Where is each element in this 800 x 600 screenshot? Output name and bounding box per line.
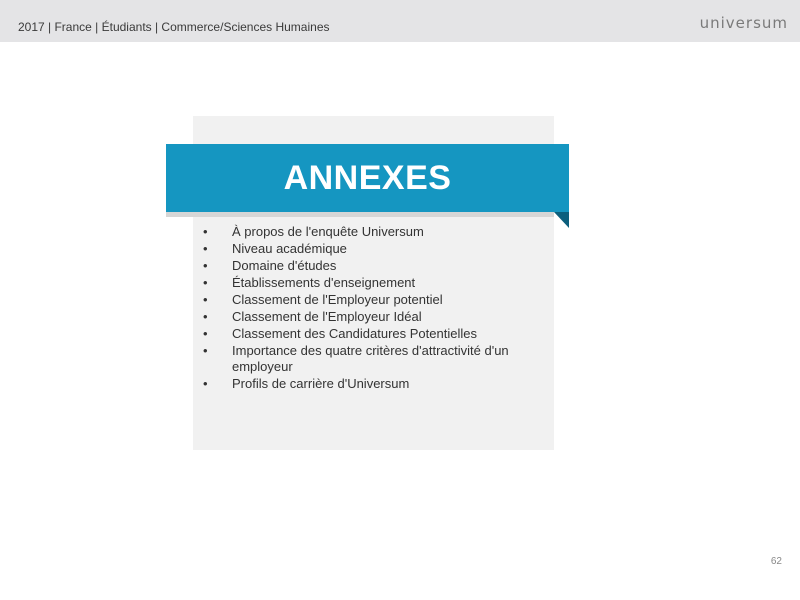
list-item-label: Niveau académique <box>232 241 347 256</box>
list-item <box>203 224 533 240</box>
list-item-label: À propos de l'enquête Universum <box>232 224 424 239</box>
list-item-label: Domaine d'études <box>232 258 337 273</box>
list-item-label: Classement des Candidatures Potentielles <box>232 326 477 341</box>
banner-shadow <box>166 212 554 217</box>
list-item <box>203 275 533 291</box>
bullet-icon: • <box>203 376 208 391</box>
list-item-label: Importance des quatre critères d'attractivité d'un employeur <box>232 343 509 374</box>
list-item-label: Établissements d'enseignement <box>232 275 416 290</box>
bullet-icon: • <box>203 309 208 324</box>
bullet-icon: • <box>203 241 208 256</box>
list-item <box>203 258 533 274</box>
list-item <box>203 376 533 392</box>
list-item <box>203 292 533 308</box>
list-item <box>203 241 533 257</box>
section-title: ANNEXES <box>283 158 452 197</box>
bullet-icon: • <box>203 224 208 239</box>
bullet-icon: • <box>203 292 208 307</box>
bullet-icon: • <box>203 343 208 358</box>
universum-logo: universum <box>699 14 788 32</box>
annexes-list <box>203 224 533 393</box>
bullet-icon: • <box>203 326 208 341</box>
list-item <box>203 343 533 375</box>
list-item <box>203 309 533 325</box>
header-bar <box>0 0 800 42</box>
section-banner <box>166 144 569 212</box>
breadcrumb: 2017 | France | Étudiants | Commerce/Sciences Humaines <box>18 20 330 34</box>
list-item <box>203 326 533 342</box>
list-item-label: Classement de l'Employeur Idéal <box>232 309 422 324</box>
page-number: 62 <box>770 556 782 567</box>
list-item-label: Profils de carrière d'Universum <box>232 376 410 391</box>
bullet-icon: • <box>203 275 208 290</box>
banner-fold <box>554 212 569 228</box>
bullet-icon: • <box>203 258 208 273</box>
list-item-label: Classement de l'Employeur potentiel <box>232 292 443 307</box>
